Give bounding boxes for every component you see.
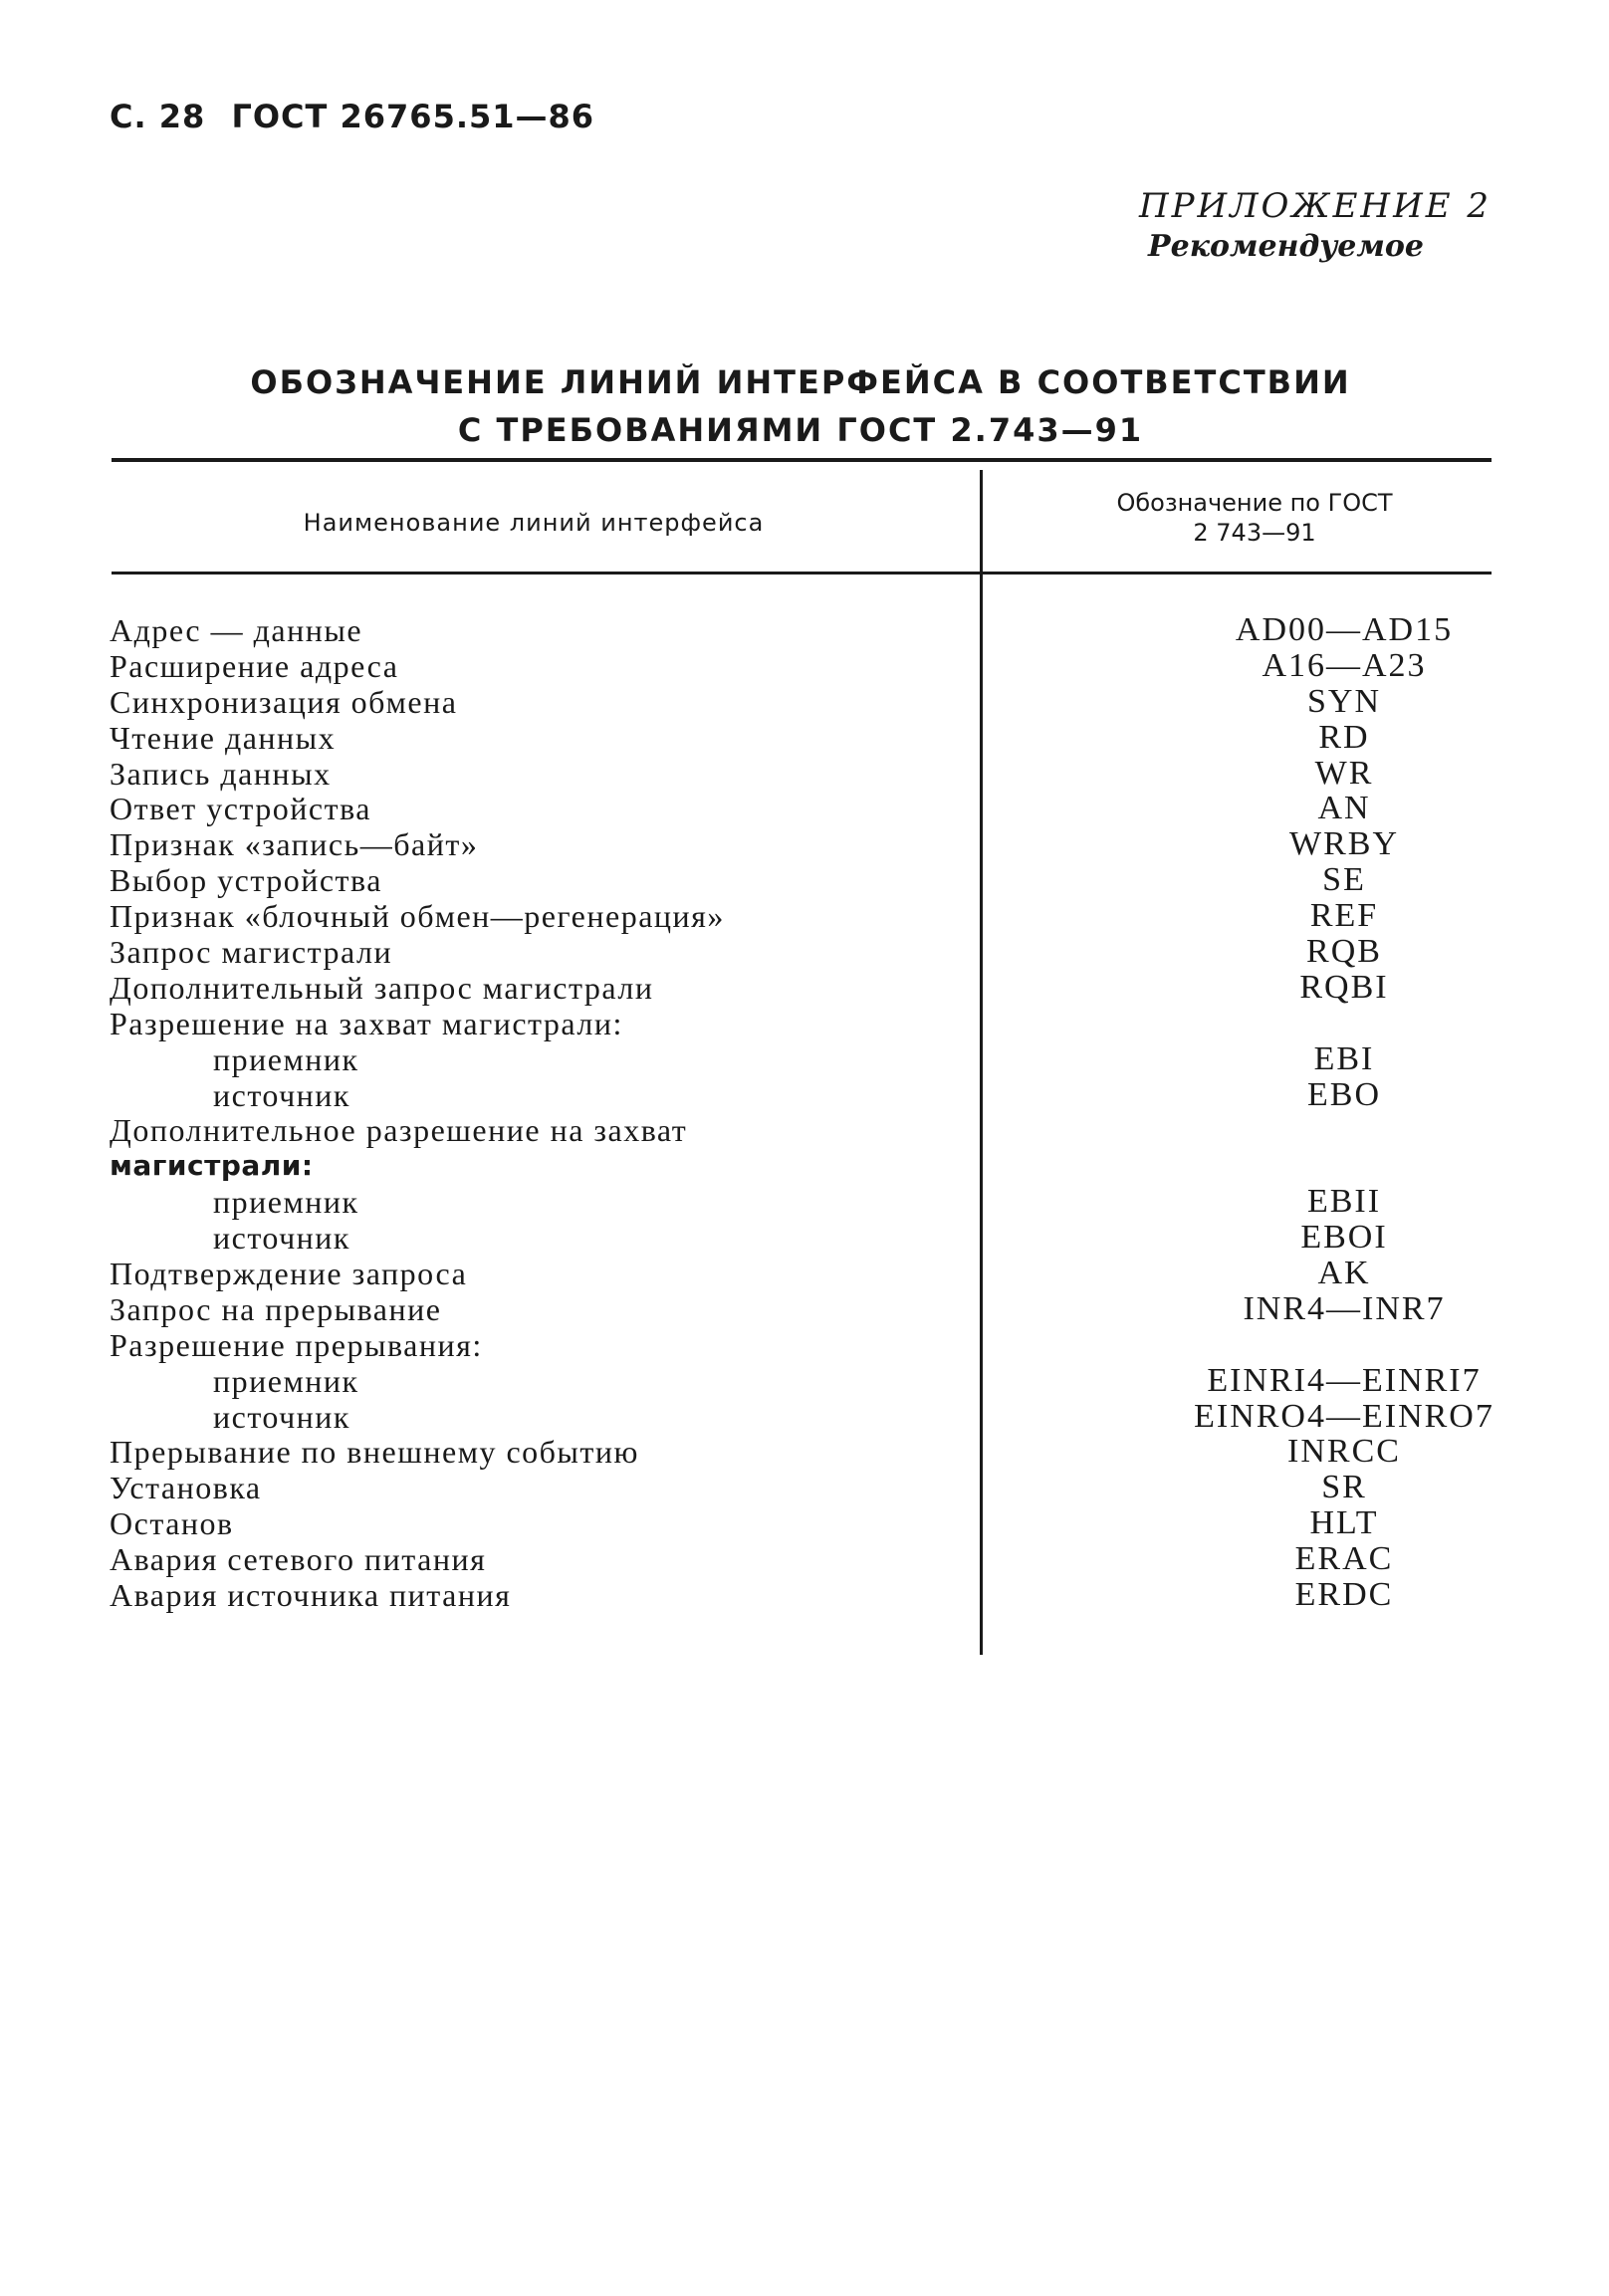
line-name: Авария источника питания xyxy=(110,1577,512,1614)
table-row xyxy=(110,1256,1494,1291)
table-row xyxy=(110,1470,1494,1505)
line-name: Прерывание по внешнему событию xyxy=(110,1434,639,1471)
line-name: Дополнительный запрос магистрали xyxy=(110,969,654,1006)
line-name: Запрос на прерывание xyxy=(110,1290,442,1327)
line-name: Запись данных xyxy=(110,755,332,792)
table-row xyxy=(110,898,1494,934)
line-name: Чтение данных xyxy=(110,719,337,756)
table-row xyxy=(110,1505,1494,1541)
standard-number: ГОСТ 26765.51—86 xyxy=(231,98,595,135)
line-code: EBO xyxy=(1307,1075,1381,1113)
table-header-rule xyxy=(112,572,1492,574)
line-code: SYN xyxy=(1306,682,1382,720)
table-row xyxy=(110,1541,1494,1577)
line-name: Останов xyxy=(110,1505,234,1542)
line-name: Запрос магистрали xyxy=(110,934,393,971)
line-name: магистрали: xyxy=(110,1149,314,1183)
appendix-title: ПРИЛОЖЕНИЕ 2 xyxy=(1138,186,1492,226)
line-code: RQBI xyxy=(1299,968,1389,1006)
table-row xyxy=(110,970,1494,1006)
line-code: RQB xyxy=(1306,933,1382,971)
line-name: Выбор устройства xyxy=(110,862,382,899)
table-row xyxy=(110,1184,1494,1220)
line-code: EBII xyxy=(1306,1183,1382,1221)
line-name: Синхронизация обмена xyxy=(110,683,458,720)
page-header xyxy=(110,98,608,135)
column-header-code xyxy=(1035,488,1474,548)
line-name: приемник xyxy=(213,1184,359,1221)
line-name: Дополнительное разрешение на захват xyxy=(110,1112,688,1149)
line-code: SR xyxy=(1321,1469,1367,1506)
table-body xyxy=(110,612,1494,1613)
line-code: SE xyxy=(1322,861,1366,899)
page-number: С. 28 xyxy=(110,98,206,135)
line-code: WR xyxy=(1314,754,1374,792)
line-name: источник xyxy=(213,1398,350,1435)
table-top-rule xyxy=(112,458,1492,462)
column-header-name: Наименование линий интерфейса xyxy=(303,509,765,537)
line-name: приемник xyxy=(213,1362,359,1399)
line-name: Подтверждение запроса xyxy=(110,1256,468,1292)
table-row xyxy=(110,684,1494,720)
table-row xyxy=(110,1291,1494,1327)
table-row xyxy=(110,648,1494,684)
line-code: HLT xyxy=(1309,1504,1379,1542)
line-code: INR4—INR7 xyxy=(1243,1289,1446,1327)
line-name: Признак «блочный обмен—регенерация» xyxy=(110,898,725,935)
table-row xyxy=(110,1577,1494,1613)
line-name: Признак «запись—байт» xyxy=(110,826,479,863)
table-row xyxy=(110,1363,1494,1399)
table-row xyxy=(110,1399,1494,1435)
line-code: RD xyxy=(1318,718,1370,756)
appendix-block xyxy=(1139,185,1492,267)
table-row xyxy=(110,720,1494,756)
line-name: Расширение адреса xyxy=(110,647,399,684)
line-name: Разрешение прерывания: xyxy=(110,1326,483,1363)
line-code: AK xyxy=(1317,1255,1371,1292)
line-code: EINRI4—EINRI7 xyxy=(1207,1361,1482,1399)
line-code: EBOI xyxy=(1300,1219,1388,1257)
column-header-code-line2: 2 743—91 xyxy=(1193,519,1316,547)
table-row xyxy=(110,791,1494,826)
appendix-subtitle: Рекомендуемое xyxy=(1148,229,1424,264)
line-code: INRCC xyxy=(1287,1433,1401,1471)
line-name: Авария сетевого питания xyxy=(110,1541,487,1578)
table-row xyxy=(110,1327,1494,1363)
table-row xyxy=(110,862,1494,898)
table-row xyxy=(110,1434,1494,1470)
document-title-line1: ОБОЗНАЧЕНИЕ ЛИНИЙ ИНТЕРФЕЙСА В СООТВЕТСТВИИ xyxy=(250,363,1351,401)
table-row xyxy=(110,1148,1494,1184)
line-code: REF xyxy=(1309,897,1379,935)
line-code: ERDC xyxy=(1294,1576,1394,1614)
line-code: WRBY xyxy=(1289,825,1399,863)
line-name: Установка xyxy=(110,1470,262,1506)
line-code: AN xyxy=(1317,790,1371,827)
line-name: Ответ устройства xyxy=(110,791,371,827)
table-row xyxy=(110,826,1494,862)
line-code: ERAC xyxy=(1294,1540,1394,1578)
table-row xyxy=(110,1112,1494,1148)
line-name: приемник xyxy=(213,1040,359,1077)
table-row xyxy=(110,934,1494,970)
line-code: A16—A23 xyxy=(1262,646,1427,684)
line-name: Разрешение на захват магистрали: xyxy=(110,1005,623,1041)
line-code: AD00—AD15 xyxy=(1235,611,1454,648)
line-name: источник xyxy=(213,1220,350,1257)
table-row xyxy=(110,756,1494,792)
line-name: Адрес — данные xyxy=(110,612,363,648)
column-header-code-line1: Обозначение по ГОСТ xyxy=(1116,489,1393,517)
table-row xyxy=(110,1077,1494,1113)
line-code: EBI xyxy=(1313,1039,1375,1077)
document-title xyxy=(110,358,1492,454)
table-row xyxy=(110,1220,1494,1256)
table-row xyxy=(110,1006,1494,1041)
table-row xyxy=(110,612,1494,648)
line-name: источник xyxy=(213,1076,350,1113)
document-title-line2: С ТРЕБОВАНИЯМИ ГОСТ 2.743—91 xyxy=(457,411,1144,449)
line-code: EINRO4—EINRO7 xyxy=(1194,1397,1494,1435)
table-row xyxy=(110,1041,1494,1077)
